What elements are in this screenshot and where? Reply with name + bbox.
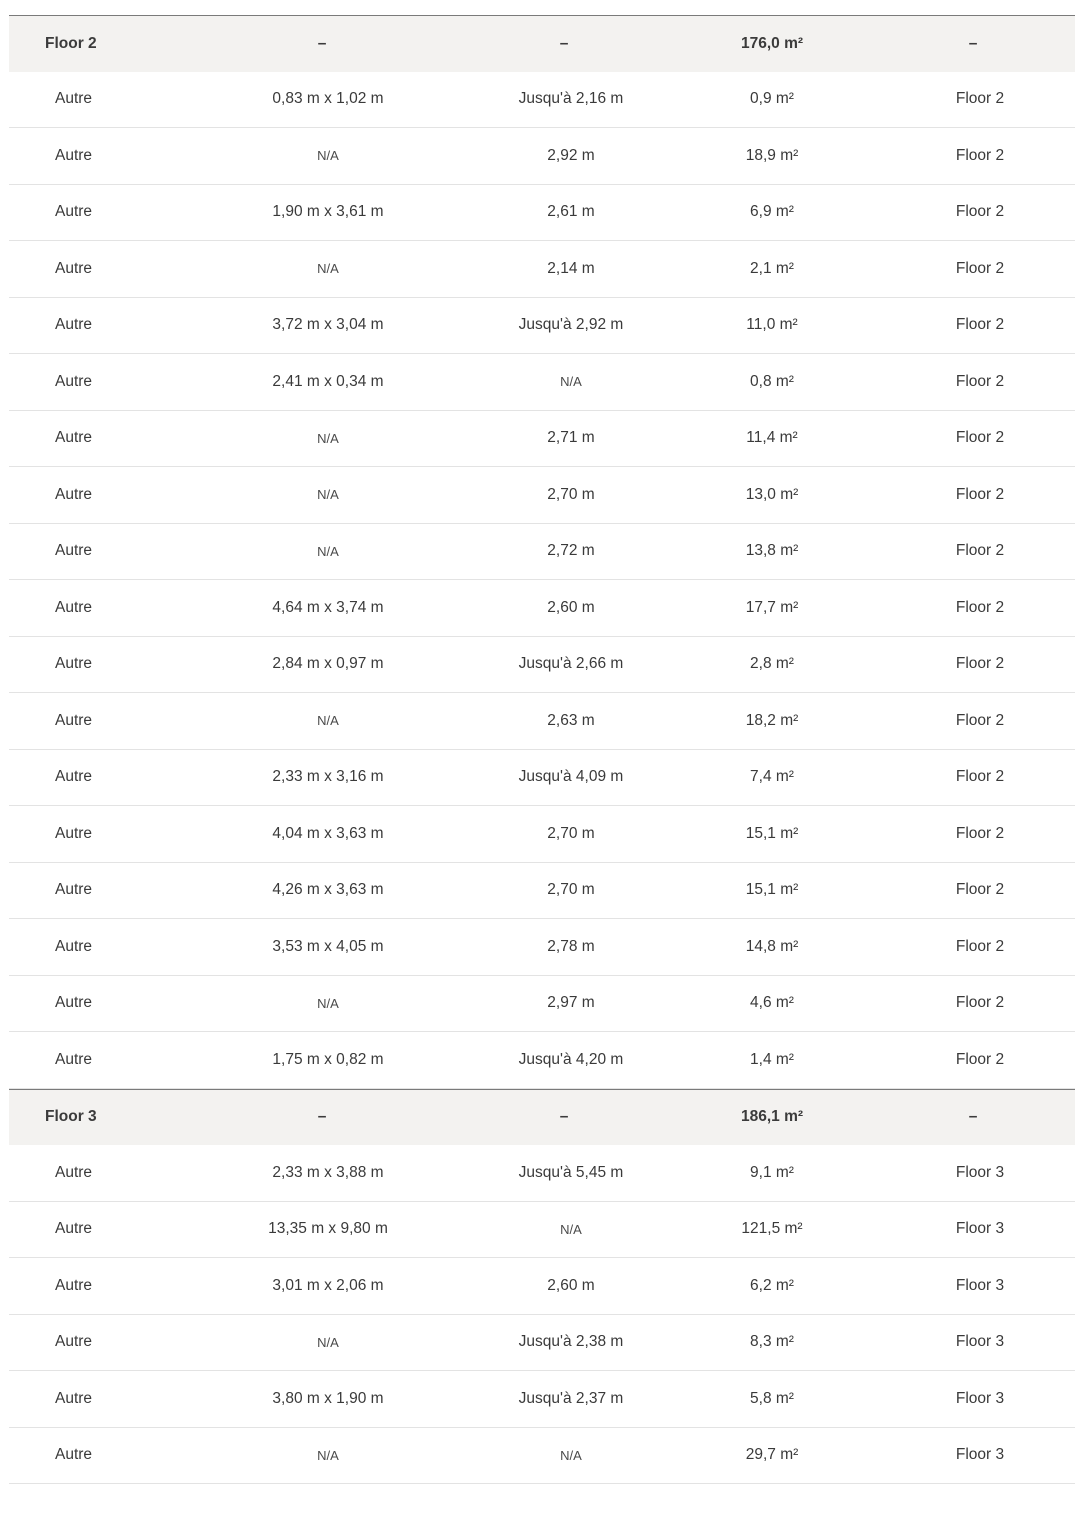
area-cell: 6,2 m² (750, 1276, 794, 1294)
area-cell: 0,8 m² (750, 372, 794, 390)
ceiling-height-cell: 2,97 m (547, 994, 595, 1012)
table-row (9, 976, 1075, 1033)
floor-group-row[interactable] (9, 1089, 1075, 1146)
table-row (9, 1032, 1075, 1089)
floor-group-height: – (559, 34, 569, 52)
floor-group-total-area: 176,0 m² (740, 34, 804, 52)
dimensions-cell: N/A (317, 148, 339, 164)
table-row (9, 1145, 1075, 1202)
ceiling-height-cell: Jusqu'à 4,20 m (518, 1050, 624, 1068)
room-name-cell: Autre (55, 1276, 93, 1294)
room-name-cell: Autre (55, 994, 93, 1012)
dimensions-cell: 4,64 m x 3,74 m (272, 598, 384, 616)
dimensions-cell: 1,90 m x 3,61 m (272, 203, 384, 221)
table-row (9, 1371, 1075, 1428)
floor-group-row[interactable] (9, 15, 1075, 72)
table-row (9, 241, 1075, 298)
ceiling-height-cell: 2,72 m (547, 542, 595, 560)
area-cell: 18,9 m² (745, 146, 799, 164)
table-row (9, 524, 1075, 581)
ceiling-height-cell: N/A (560, 1221, 582, 1237)
room-name-cell: Autre (55, 485, 93, 503)
area-cell: 17,7 m² (745, 598, 799, 616)
area-cell: 2,1 m² (750, 259, 794, 277)
floor-cell: Floor 3 (955, 1333, 1005, 1351)
table-row (9, 580, 1075, 637)
ceiling-height-cell: Jusqu'à 2,66 m (518, 655, 624, 673)
dimensions-cell: N/A (317, 487, 339, 503)
floor-cell: Floor 2 (955, 146, 1005, 164)
area-cell: 6,9 m² (750, 203, 794, 221)
table-row (9, 298, 1075, 355)
floor-group-label: Floor 3 (45, 1108, 97, 1126)
floor-group-label: Floor 2 (45, 34, 97, 52)
floor-cell: Floor 3 (955, 1389, 1005, 1407)
room-name-cell: Autre (55, 542, 93, 560)
dimensions-cell: N/A (317, 261, 339, 277)
ceiling-height-cell: 2,60 m (547, 1276, 595, 1294)
area-cell: 8,3 m² (750, 1333, 794, 1351)
floor-cell: Floor 2 (955, 429, 1005, 447)
table-row (9, 1315, 1075, 1372)
table-row (9, 637, 1075, 694)
rooms-table (9, 15, 1075, 1484)
dimensions-cell: N/A (317, 543, 339, 559)
area-cell: 4,6 m² (750, 994, 794, 1012)
ceiling-height-cell: 2,63 m (547, 711, 595, 729)
floor-cell: Floor 2 (955, 485, 1005, 503)
table-row (9, 693, 1075, 750)
floor-cell: Floor 3 (955, 1220, 1005, 1238)
floor-group-dimensions: – (317, 34, 327, 52)
room-name-cell: Autre (55, 937, 93, 955)
table-row (9, 72, 1075, 129)
dimensions-cell: 4,26 m x 3,63 m (272, 881, 384, 899)
floor-cell: Floor 3 (955, 1446, 1005, 1464)
ceiling-height-cell: 2,61 m (547, 203, 595, 221)
dimensions-cell: 3,72 m x 3,04 m (272, 316, 384, 334)
room-name-cell: Autre (55, 429, 93, 447)
room-name-cell: Autre (55, 1050, 93, 1068)
room-name-cell: Autre (55, 1220, 93, 1238)
ceiling-height-cell: Jusqu'à 2,37 m (518, 1389, 624, 1407)
floor-group-total-area: 186,1 m² (740, 1108, 804, 1126)
table-row (9, 1428, 1075, 1485)
room-name-cell: Autre (55, 1389, 93, 1407)
ceiling-height-cell: 2,70 m (547, 824, 595, 842)
dimensions-cell: 2,84 m x 0,97 m (272, 655, 384, 673)
ceiling-height-cell: 2,70 m (547, 485, 595, 503)
floor-cell: Floor 2 (955, 711, 1005, 729)
table-row (9, 919, 1075, 976)
room-name-cell: Autre (55, 146, 93, 164)
floor-group-height: – (559, 1108, 569, 1126)
dimensions-cell: 3,01 m x 2,06 m (272, 1276, 384, 1294)
room-name-cell: Autre (55, 316, 93, 334)
ceiling-height-cell: Jusqu'à 2,92 m (518, 316, 624, 334)
dimensions-cell: N/A (317, 1447, 339, 1463)
table-row (9, 354, 1075, 411)
area-cell: 13,0 m² (745, 485, 799, 503)
dimensions-cell: 2,33 m x 3,16 m (272, 768, 384, 786)
ceiling-height-cell: 2,92 m (547, 146, 595, 164)
floor-cell: Floor 2 (955, 881, 1005, 899)
room-name-cell: Autre (55, 90, 93, 108)
floor-cell: Floor 2 (955, 598, 1005, 616)
area-cell: 15,1 m² (745, 881, 799, 899)
dimensions-cell: N/A (317, 995, 339, 1011)
area-cell: 15,1 m² (745, 824, 799, 842)
room-name-cell: Autre (55, 881, 93, 899)
dimensions-cell: N/A (317, 430, 339, 446)
area-cell: 0,9 m² (750, 90, 794, 108)
ceiling-height-cell: N/A (560, 374, 582, 390)
room-name-cell: Autre (55, 203, 93, 221)
table-row (9, 750, 1075, 807)
floor-cell: Floor 3 (955, 1276, 1005, 1294)
floor-group-floor: – (968, 1108, 978, 1126)
table-row (9, 467, 1075, 524)
area-cell: 121,5 m² (741, 1220, 803, 1238)
dimensions-cell: 13,35 m x 9,80 m (268, 1220, 388, 1238)
floor-cell: Floor 2 (955, 768, 1005, 786)
room-name-cell: Autre (55, 1163, 93, 1181)
dimensions-cell: N/A (317, 713, 339, 729)
area-cell: 13,8 m² (745, 542, 799, 560)
floor-cell: Floor 2 (955, 203, 1005, 221)
dimensions-cell: 4,04 m x 3,63 m (272, 824, 384, 842)
area-cell: 18,2 m² (745, 711, 799, 729)
area-cell: 7,4 m² (750, 768, 794, 786)
area-cell: 29,7 m² (745, 1446, 799, 1464)
ceiling-height-cell: 2,71 m (547, 429, 595, 447)
table-row (9, 411, 1075, 468)
room-name-cell: Autre (55, 259, 93, 277)
room-name-cell: Autre (55, 1446, 93, 1464)
floor-group-floor: – (968, 34, 978, 52)
area-cell: 11,4 m² (746, 429, 798, 447)
floor-group-dimensions: – (317, 1108, 327, 1126)
table-row (9, 128, 1075, 185)
ceiling-height-cell: Jusqu'à 2,38 m (518, 1333, 624, 1351)
floor-cell: Floor 2 (955, 824, 1005, 842)
floor-cell: Floor 2 (955, 542, 1005, 560)
ceiling-height-cell: 2,14 m (547, 259, 595, 277)
floor-cell: Floor 2 (955, 655, 1005, 673)
ceiling-height-cell: Jusqu'à 5,45 m (518, 1163, 624, 1181)
floor-cell: Floor 2 (955, 316, 1005, 334)
floor-cell: Floor 2 (955, 372, 1005, 390)
floor-cell: Floor 2 (955, 937, 1005, 955)
area-cell: 1,4 m² (750, 1050, 794, 1068)
ceiling-height-cell: 2,60 m (547, 598, 595, 616)
floor-cell: Floor 2 (955, 994, 1005, 1012)
room-name-cell: Autre (55, 768, 93, 786)
floor-cell: Floor 2 (955, 1050, 1005, 1068)
area-cell: 9,1 m² (750, 1163, 794, 1181)
dimensions-cell: 3,53 m x 4,05 m (272, 937, 384, 955)
table-row (9, 1202, 1075, 1259)
dimensions-cell: N/A (317, 1334, 339, 1350)
room-name-cell: Autre (55, 372, 93, 390)
dimensions-cell: 0,83 m x 1,02 m (272, 90, 384, 108)
dimensions-cell: 2,41 m x 0,34 m (272, 372, 384, 390)
table-row (9, 185, 1075, 242)
ceiling-height-cell: Jusqu'à 2,16 m (518, 90, 624, 108)
table-row (9, 1258, 1075, 1315)
table-row (9, 806, 1075, 863)
ceiling-height-cell: 2,78 m (547, 937, 595, 955)
floor-cell: Floor 2 (955, 90, 1005, 108)
floor-cell: Floor 2 (955, 259, 1005, 277)
dimensions-cell: 2,33 m x 3,88 m (272, 1163, 384, 1181)
ceiling-height-cell: N/A (560, 1447, 582, 1463)
area-cell: 5,8 m² (750, 1389, 794, 1407)
area-cell: 11,0 m² (746, 316, 798, 334)
ceiling-height-cell: Jusqu'à 4,09 m (518, 768, 624, 786)
room-name-cell: Autre (55, 655, 93, 673)
room-name-cell: Autre (55, 1333, 93, 1351)
ceiling-height-cell: 2,70 m (547, 881, 595, 899)
table-row (9, 863, 1075, 920)
area-cell: 2,8 m² (750, 655, 794, 673)
dimensions-cell: 3,80 m x 1,90 m (272, 1389, 384, 1407)
dimensions-cell: 1,75 m x 0,82 m (272, 1050, 384, 1068)
room-name-cell: Autre (55, 711, 93, 729)
room-name-cell: Autre (55, 598, 93, 616)
area-cell: 14,8 m² (745, 937, 799, 955)
floor-cell: Floor 3 (955, 1163, 1005, 1181)
room-name-cell: Autre (55, 824, 93, 842)
